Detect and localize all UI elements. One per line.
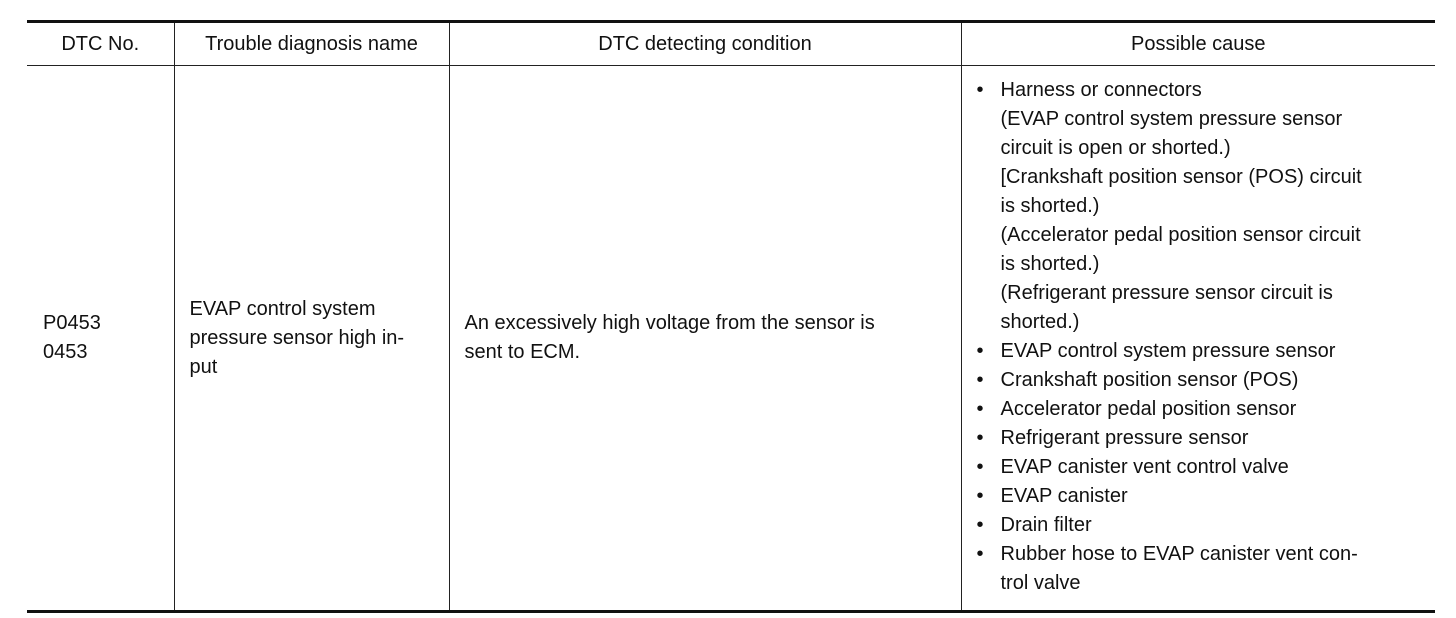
- possible-cause-cell: [961, 66, 1435, 612]
- detecting-condition-cell: An excessively high voltage from the sensor is sent to ECM.: [449, 66, 961, 612]
- possible-cause-list: [974, 76, 1426, 598]
- dtc-number-cell: P0453 0453: [27, 66, 174, 612]
- bullet-icon: •: [976, 427, 984, 449]
- bullet-icon: •: [976, 398, 984, 420]
- list-item: [974, 482, 1426, 511]
- table-row: [27, 66, 1435, 612]
- list-item: [974, 540, 1426, 598]
- header-diagnosis-name: Trouble diagnosis name: [174, 22, 449, 66]
- dtc-table: [27, 20, 1435, 613]
- cause-text: Drain filter: [1000, 514, 1092, 536]
- cause-text: Rubber hose to EVAP canister vent con- trol valve: [1000, 543, 1358, 594]
- cause-text: Accelerator pedal position sensor: [1000, 398, 1297, 420]
- cause-text: Crankshaft position sensor (POS): [1000, 369, 1299, 391]
- bullet-icon: •: [976, 79, 984, 101]
- diagnosis-name-cell: EVAP control system pressure sensor high in- put: [174, 66, 449, 612]
- bullet-icon: •: [976, 543, 984, 565]
- list-item: [974, 453, 1426, 482]
- bullet-icon: •: [976, 514, 984, 536]
- cause-text: Refrigerant pressure sensor: [1000, 427, 1249, 449]
- bullet-icon: •: [976, 456, 984, 478]
- list-item: [974, 424, 1426, 453]
- list-item: [974, 511, 1426, 540]
- list-item: [974, 337, 1426, 366]
- bullet-icon: •: [976, 369, 984, 391]
- cause-text: EVAP canister: [1000, 485, 1128, 507]
- list-item: [974, 395, 1426, 424]
- header-detecting-condition: DTC detecting condition: [449, 22, 961, 66]
- bullet-icon: •: [976, 485, 984, 507]
- header-dtc-no: DTC No.: [27, 22, 174, 66]
- list-item: [974, 76, 1426, 337]
- table-header-row: [27, 22, 1435, 66]
- cause-text: EVAP control system pressure sensor: [1000, 340, 1336, 362]
- list-item: [974, 366, 1426, 395]
- cause-text: EVAP canister vent control valve: [1000, 456, 1289, 478]
- cause-text: Harness or connectors (EVAP control system pressure sensor circuit is open or shorted.) [Crankshaft position sensor (POS) circuit is shorted.) (Accelerator pedal position sensor circuit is shorted.) (Refrigerant pressure sensor circuit is shorted.): [1000, 79, 1362, 333]
- bullet-icon: •: [976, 340, 984, 362]
- header-possible-cause: Possible cause: [961, 22, 1435, 66]
